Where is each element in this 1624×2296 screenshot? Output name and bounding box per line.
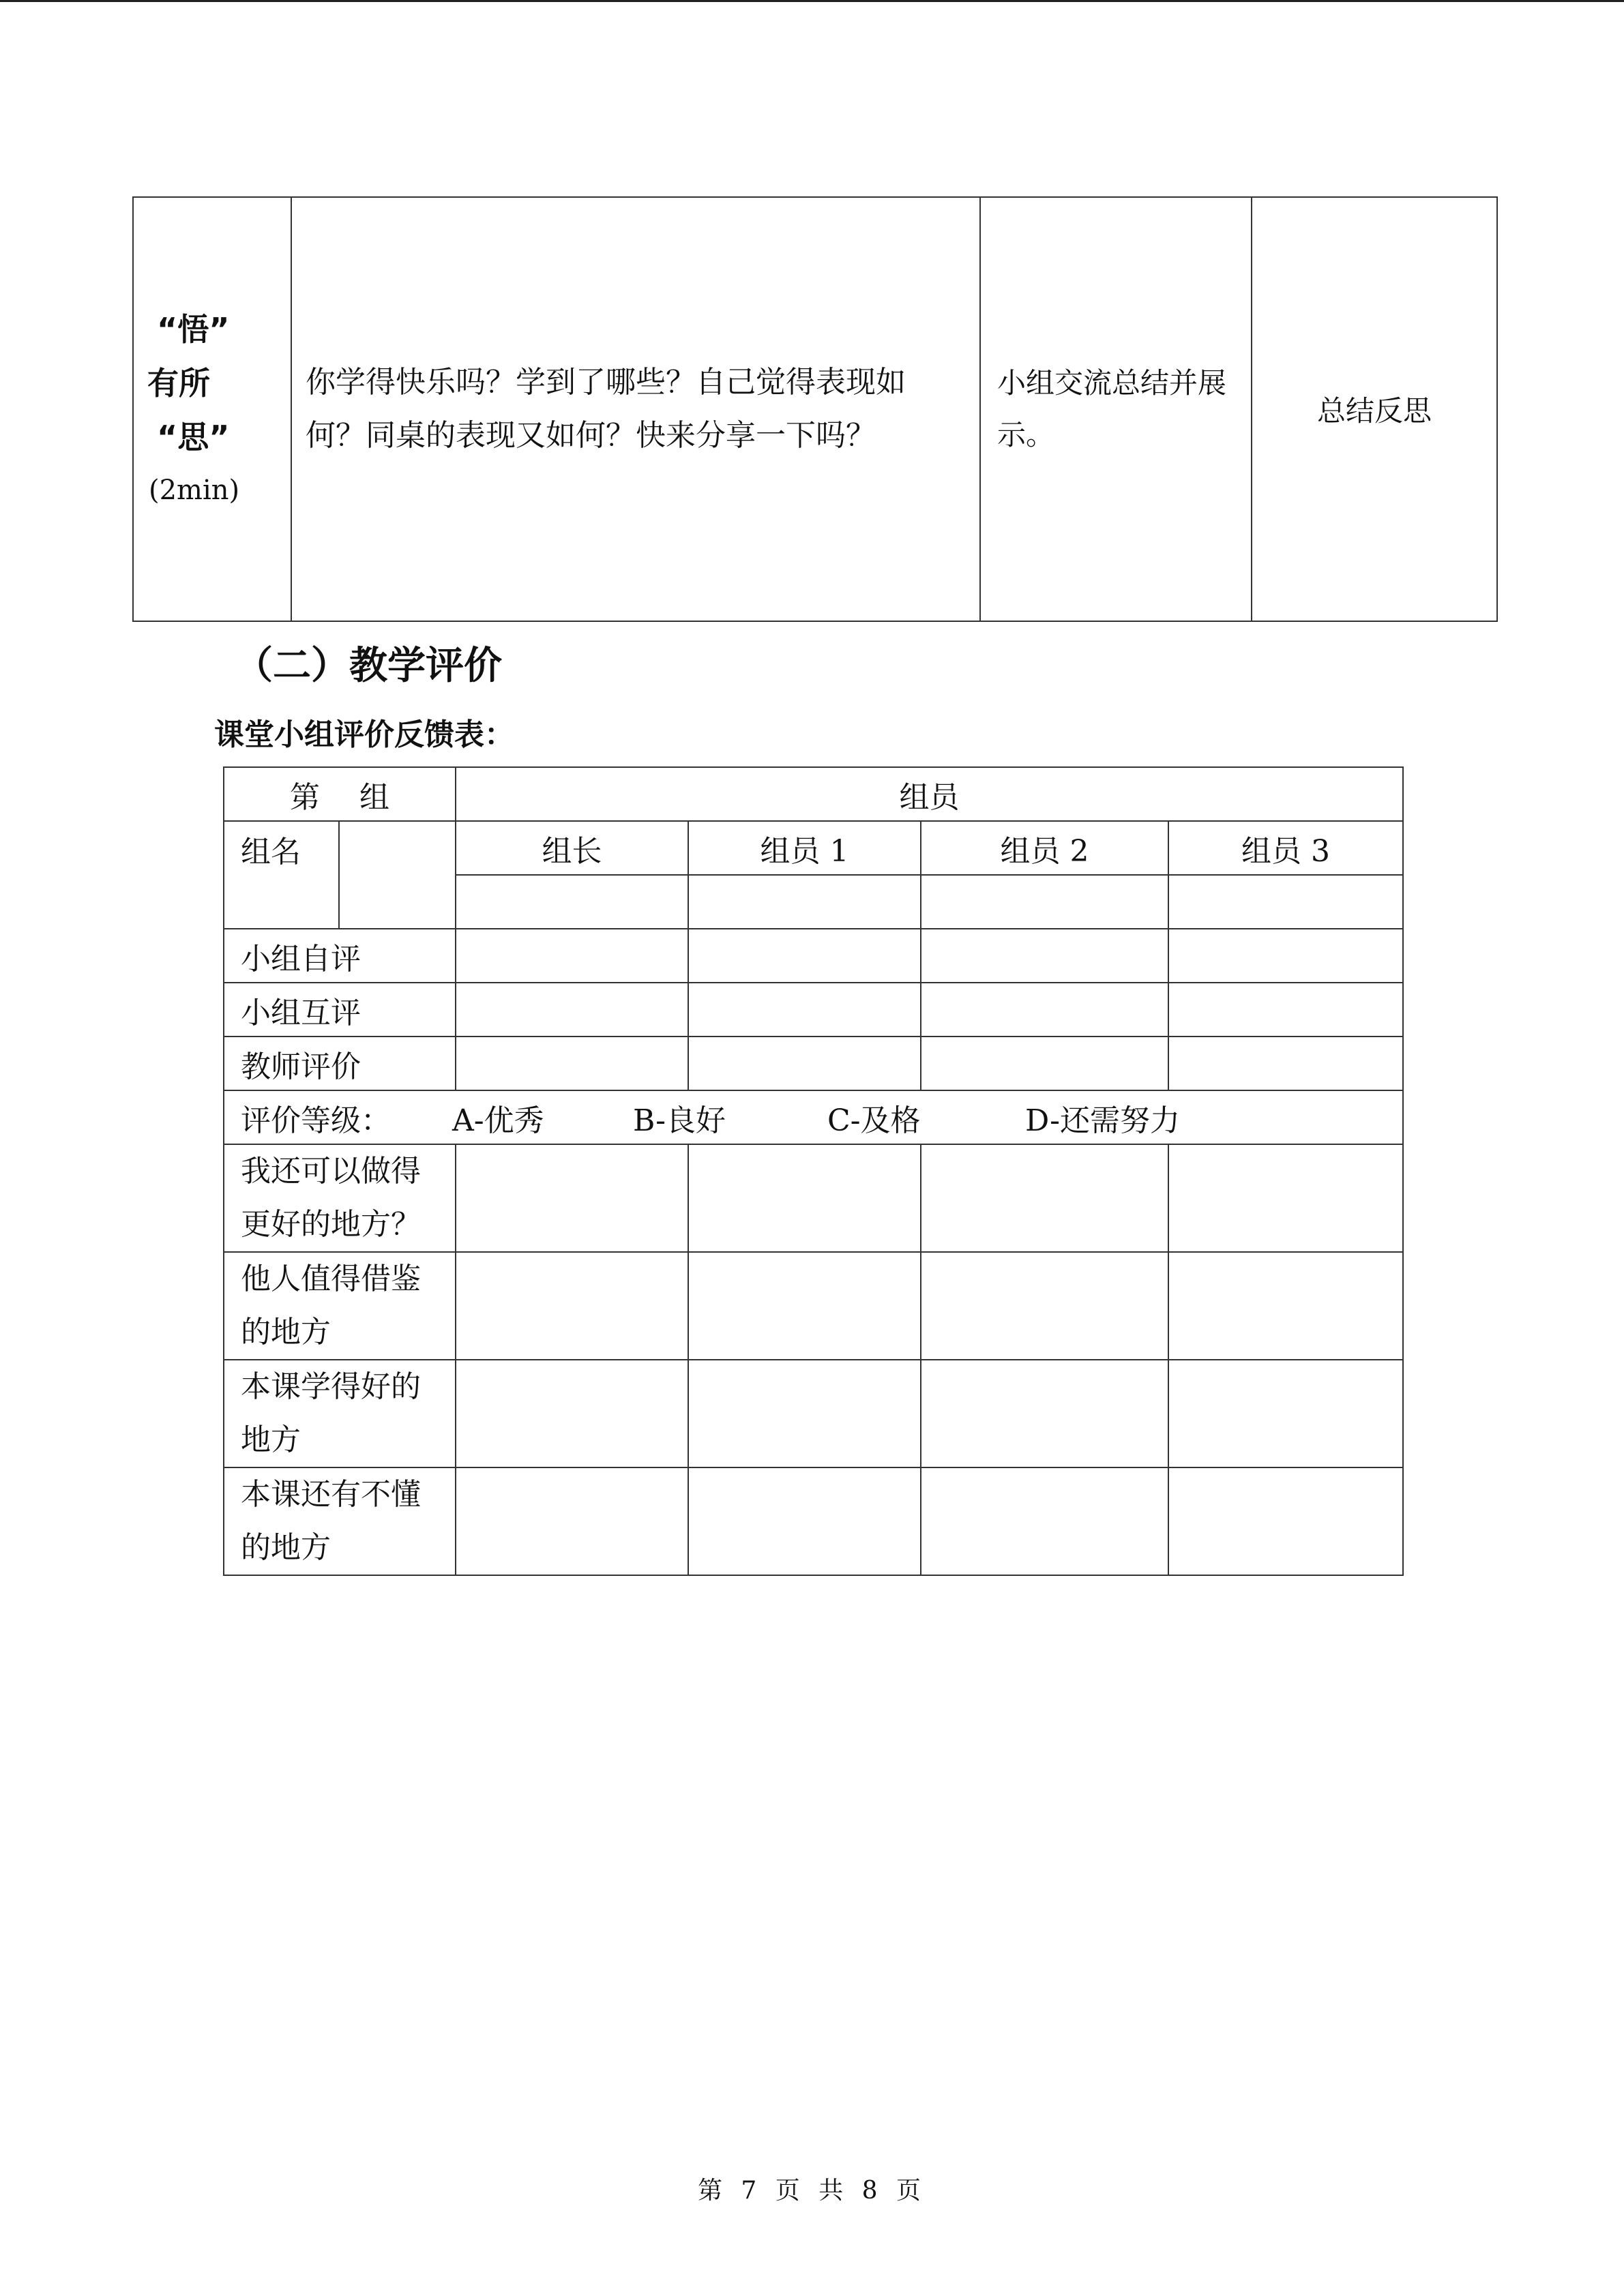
reflection-line: 更好的地方？ (241, 1207, 421, 1242)
reflection-line: 本课学得好的 (241, 1369, 421, 1404)
column-header: 组员 1 (688, 821, 921, 875)
table-row (224, 1467, 1403, 1575)
reflection-cell[interactable] (456, 1252, 688, 1360)
table-row (224, 983, 1403, 1037)
student-activity-cell (980, 197, 1252, 621)
design-intent-cell: 总结反思 (1252, 197, 1497, 621)
section-title: （二）教学评价 (235, 644, 502, 688)
table-row (224, 1360, 1403, 1467)
reflection-cell[interactable] (921, 1144, 1168, 1252)
group-name-label: 组名 (224, 821, 339, 929)
reflection-cell[interactable] (456, 1360, 688, 1467)
reflection-cell[interactable] (921, 1360, 1168, 1467)
row-label: 小组自评 (224, 929, 456, 983)
member-name-cell[interactable] (456, 875, 688, 929)
table-row (224, 1252, 1403, 1360)
score-cell[interactable] (456, 983, 688, 1037)
group-evaluation-table (223, 766, 1404, 1576)
reflection-line: 地方 (241, 1422, 301, 1457)
reflection-line: 的地方 (241, 1530, 331, 1565)
table-row (224, 1144, 1403, 1252)
column-header: 组员 2 (921, 821, 1168, 875)
page-footer: 第 7 页 共 8 页 (697, 2177, 927, 2205)
content-line: 你学得快乐吗？学到了哪些？自己觉得表现如 (306, 365, 906, 400)
reflection-cell[interactable] (1168, 1467, 1403, 1575)
column-header: 组长 (456, 821, 688, 875)
reflection-line: 本课还有不懂 (241, 1477, 421, 1512)
teaching-content-cell (291, 197, 980, 621)
score-cell[interactable] (1168, 1037, 1403, 1090)
row-label: 教师评价 (224, 1037, 456, 1090)
reflection-cell[interactable] (688, 1360, 921, 1467)
reflection-cell[interactable] (1168, 1360, 1403, 1467)
activity-line: 小组交流总结并展 (997, 366, 1227, 400)
lesson-plan-table (132, 196, 1498, 622)
reflection-cell[interactable] (688, 1467, 921, 1575)
reflection-label (224, 1144, 456, 1252)
member-name-cell[interactable] (688, 875, 921, 929)
reflection-cell[interactable] (688, 1144, 921, 1252)
score-cell[interactable] (1168, 929, 1403, 983)
reflection-cell[interactable] (456, 1144, 688, 1252)
score-cell[interactable] (921, 929, 1168, 983)
member-name-cell[interactable] (921, 875, 1168, 929)
table-row (133, 197, 1497, 621)
table-row (224, 1090, 1403, 1144)
grade-option: A-优秀 (452, 1103, 544, 1138)
reflection-line: 他人值得借鉴 (241, 1262, 421, 1296)
content-line: 何？同桌的表现又如何？快来分享一下吗？ (306, 418, 876, 453)
score-cell[interactable] (921, 1037, 1168, 1090)
table-row (224, 821, 1403, 875)
table-caption: 课堂小组评价反馈表： (214, 717, 514, 752)
grade-scale-row (224, 1090, 1403, 1144)
stage-line: 有所 (147, 364, 210, 402)
score-cell[interactable] (921, 983, 1168, 1037)
table-row (224, 929, 1403, 983)
member-name-cell[interactable] (1168, 875, 1403, 929)
reflection-cell[interactable] (1168, 1252, 1403, 1360)
stage-time: (2min) (149, 474, 240, 506)
reflection-line: 的地方 (241, 1315, 331, 1350)
reflection-cell[interactable] (1168, 1144, 1403, 1252)
score-cell[interactable] (688, 983, 921, 1037)
score-cell[interactable] (1168, 983, 1403, 1037)
score-cell[interactable] (456, 929, 688, 983)
reflection-cell[interactable] (688, 1252, 921, 1360)
grade-option: B-良好 (633, 1103, 726, 1138)
page-top-border (0, 0, 1624, 2)
score-cell[interactable] (456, 1037, 688, 1090)
score-cell[interactable] (688, 929, 921, 983)
row-label: 小组互评 (224, 983, 456, 1037)
grade-option: C-及格 (827, 1103, 921, 1138)
stage-cell (133, 197, 291, 621)
grade-label: 评价等级： (241, 1103, 391, 1138)
grade-option: D-还需努力 (1025, 1103, 1180, 1138)
reflection-cell[interactable] (921, 1252, 1168, 1360)
stage-line: “思” (157, 418, 230, 456)
reflection-line: 我还可以做得 (241, 1154, 421, 1189)
reflection-label (224, 1360, 456, 1467)
table-row (224, 767, 1403, 821)
column-header: 组员 3 (1168, 821, 1403, 875)
stage-line: “悟” (157, 310, 230, 348)
score-cell[interactable] (688, 1037, 921, 1090)
reflection-cell[interactable] (921, 1467, 1168, 1575)
reflection-label (224, 1252, 456, 1360)
group-number-label: 第 组 (224, 767, 456, 821)
members-header: 组员 (456, 767, 1403, 821)
activity-line: 示。 (997, 418, 1055, 451)
group-name-cell[interactable] (339, 821, 456, 929)
reflection-label (224, 1467, 456, 1575)
reflection-cell[interactable] (456, 1467, 688, 1575)
table-row (224, 1037, 1403, 1090)
